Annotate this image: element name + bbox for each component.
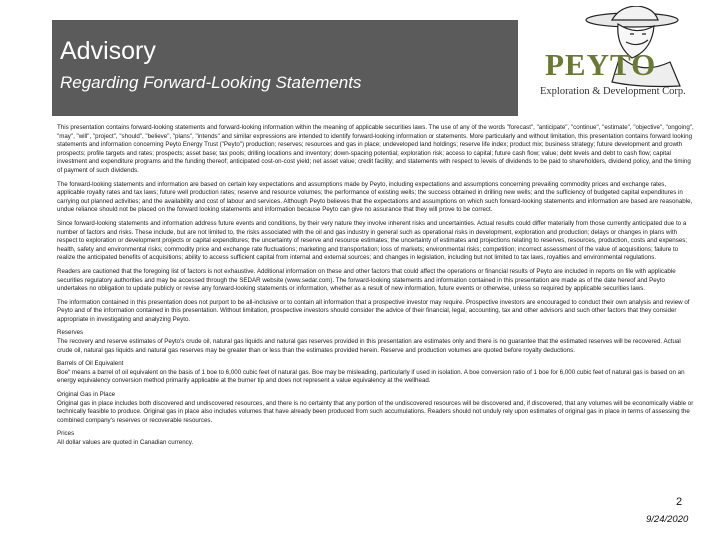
section-heading: Original Gas in Place — [57, 391, 116, 399]
section-reserves — [57, 329, 694, 355]
section-body: Original gas in place includes both discovered and undiscovered resources, and there is no certainty that any portion of the undiscovered resources will be discovered and, if discovered, that any volumes will be economically viable or technically feasible to produce. Original gas in place also includes volumes that have already been produced from such accumulations. Readers should not unduly rely upon estimates of original gas in place in terms of assessing the combined company's reserves or recoverable resources. — [57, 399, 694, 424]
section-prices — [57, 430, 694, 447]
section-body: Boe" means a barrel of oil equivalent on the basis of 1 boe to 6,000 cubic feet of natural gas. Boe may be misleading, particularly if used in isolation. A boe conversion ratio of 1 boe for 6,000 cubic feet of natural gas is based on an energy equivalency conversion method primarily applicable at the burner tip and does not represent a value equivalency at the wellhead. — [57, 368, 685, 385]
page-number: 2 — [676, 496, 683, 508]
paragraph: The forward-looking statements and information are based on certain key expectations and assumptions made by Peyto, including expectations and assumptions concerning prevailing commodity prices and exchange rates, applicable royalty rates and tax laws; future well production rates; reserve and resource volumes; the performance of existing wells; the success obtained in drilling new wells; and the sufficiency of budgeted capital expenditures in carrying out planned activities; and the availability and cost of labour and services. Although Peyto believes that the expectations and assumptions on which such forward-looking statements and information are based are reasonable, undue reliance should not be placed on the forward looking statements and information because Peyto can give no assurance that they will prove to be correct. — [57, 180, 693, 214]
section-body: The recovery and reserve estimates of Peyto's crude oil, natural gas liquids and natural gas reserves provided in this presentation are estimates only and there is no guarantee that the estimated reserves will be recovered. Actual crude oil, natural gas liquids and natural gas reserves may be greater than or less than the estimates provided herein. Reserve and production volumes are quoted before royalty deductions. — [57, 338, 681, 354]
logo-tagline: Exploration & Development Corp. — [540, 86, 686, 97]
paragraph: This presentation contains forward-looking statements and forward-looking information within the meaning of applicable securities laws. The use of any of the words "forecast", "anticipate", "continue", "estimate", "objective", "ongoing", "may", "will", "project", "should", "believe", "plans", "intends" and similar expressions are intended to identify forward-looking information or statements. More particularly and without limitation, this presentation contains forward looking statements and information concerning Peyto Energy Trust ("Peyto") production; reserves; resources and gas in place; undeveloped land holdings; reserve life index; product mix; business strategy; future development and growth prospects; profile targets and rates; prospects; asset base; tax pools; drilling locations and inventory; down-spacing potential; exploration risk; access to capital; future cash flow; value; debt levels and debt to cash flow; capital investment and expenditure programs and the funding thereof; anticipated cost-on-cost yield; net asset value; credit facility; and statements with respect to levels of dividends to be paid to shareholders, dividend policy, and the timing of payment of such dividends. — [57, 124, 694, 174]
section-heading: Prices — [57, 430, 75, 438]
page-title: Advisory — [60, 37, 156, 65]
section-body: All dollar values are quoted in Canadian currency. — [57, 439, 194, 446]
paragraph: The information contained in this presentation does not purport to be all-inclusive or to contain all information that a prospective investor may require. Prospective investors are encouraged to conduct their own analysis and review of Peyto and of the information contained in this presentation. Without limitation, prospective investors should consider the advice of their financial, legal, accounting, tax and other advisors and such other factors that they consider appropriate in investigating and analyzing Peyto. — [57, 298, 690, 323]
section-heading: Reserves — [57, 329, 84, 337]
slide-date: 9/24/2020 — [646, 514, 689, 525]
advisory-body — [57, 124, 694, 453]
paragraph: Since forward-looking statements and information address future events and conditions, by their very nature they involve inherent risks and uncertainties. Actual results could differ materially from those currently anticipated due to a number of factors and risks. These include, but are not limited to, the risks associated with the oil and gas industry in general such as operational risks in development, exploration and production; delays or changes in plans with respect to exploration or development projects or capital expenditures; the uncertainty of reserve and resource estimates; the uncertainty of estimates and projections relating to reserves, resources, production, costs and expenses; health, safety and environmental risks; commodity price and exchange rate fluctuations; marketing and transportation; loss of markets; environmental risks; competition; incorrect assessment of the value of acquisitions; failure to realize the anticipated benefits of acquisitions; ability to access sufficient capital from internal and external sources; and changes in legislation, including but not limited to tax laws, royalties and environmental regulations. — [57, 219, 688, 262]
logo-wordmark: PEYTO — [545, 47, 657, 82]
section-heading: Barrels of Oil Equivalent — [57, 360, 124, 368]
section-boe — [57, 360, 694, 386]
page-subtitle: Regarding Forward-Looking Statements — [60, 73, 362, 92]
section-ogip — [57, 391, 694, 425]
title-box — [52, 20, 518, 116]
paragraph: Readers are cautioned that the foregoing list of factors is not exhaustive. Additional information on these and other factors that could affect the operations or financial results of Peyto are included in reports on file with applicable securities regulatory authorities and may be accessed through the SEDAR website (www.sedar.com). The forward-looking statements and information contained in this presentation are made as of the date hereof and Peyto undertakes no obligation to update publicly or revise any forward-looking statements or information, whether as a result of new information, future events or otherwise, unless so required by applicable securities laws. — [57, 267, 676, 293]
